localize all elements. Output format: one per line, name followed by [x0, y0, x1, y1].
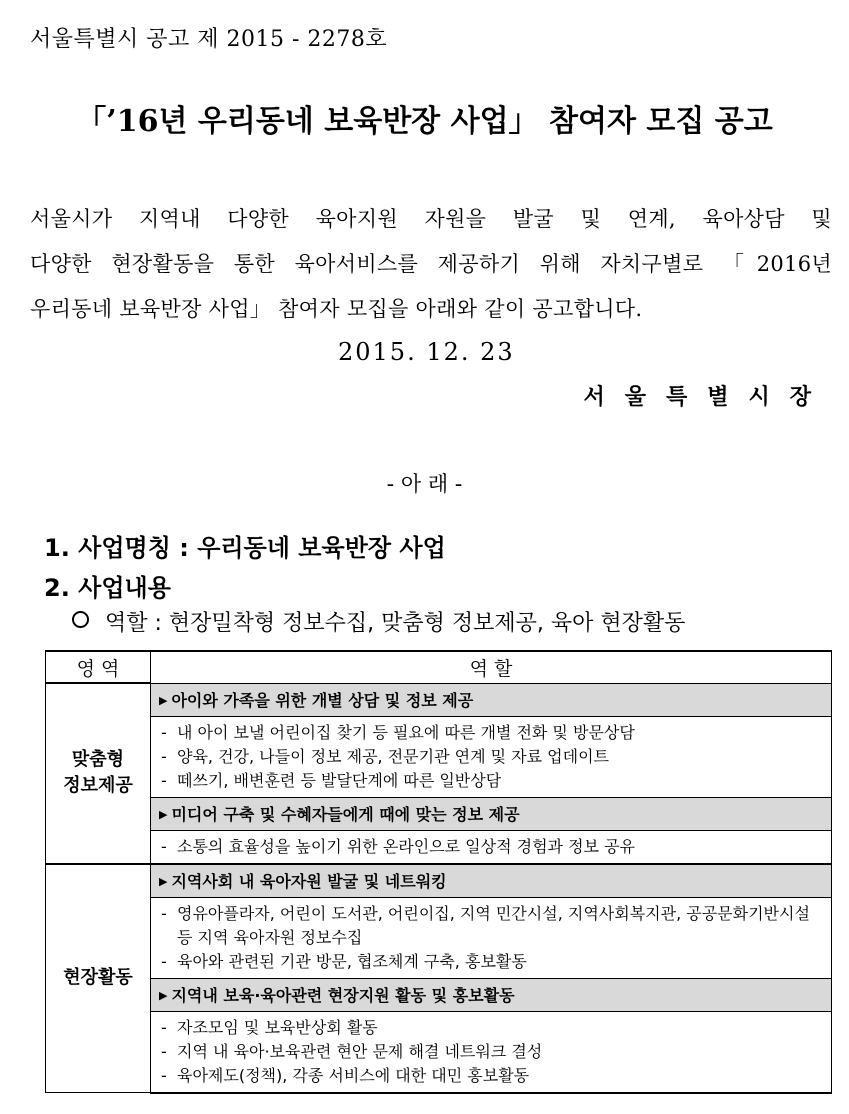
- table-row: [46, 897, 832, 978]
- table-row: [46, 864, 832, 898]
- list-item: - 육아와 관련된 기관 방문, 협조체계 구축, 홍보활동: [161, 950, 823, 974]
- intro-line-3: 우리동네 보육반장 사업」 참여자 모집을 아래와 같이 공고합니다.: [30, 297, 643, 321]
- table-header-row: [46, 651, 832, 683]
- notice-number: 서울특별시 공고 제 2015 - 2278호: [30, 27, 388, 52]
- area-label-line: 현장활동: [63, 967, 133, 989]
- subsection-heading: [151, 978, 832, 1011]
- role-summary: [72, 606, 685, 637]
- table-row: [46, 978, 832, 1011]
- list-item: - 양육, 건강, 나들이 정보 제공, 전문기관 연계 및 자료 업데이트: [161, 745, 823, 769]
- table-row: [46, 716, 832, 797]
- section-2-heading: 2. 사업내용: [44, 574, 171, 602]
- list-item: - 소통의 효율성을 높이기 위한 온라인으로 일상적 경험과 정보 공유: [161, 835, 823, 859]
- subsection-heading-text: 지역내 보육·육아관련 현장지원 활동 및 홍보활동: [171, 986, 515, 1005]
- list-item: - 육아제도(정책), 각종 서비스에 대한 대민 홍보활동: [161, 1064, 823, 1088]
- area-custom-info: [46, 683, 151, 864]
- triangle-bullet-icon: ▶: [159, 694, 168, 707]
- subsection-heading-text: 미디어 구축 및 수혜자들에게 때에 맞는 정보 제공: [171, 805, 520, 824]
- table-row: [46, 683, 832, 716]
- table-row: [46, 1011, 832, 1093]
- page-title: 「’16년 우리동네 보육반장 사업」 참여자 모집 공고: [76, 104, 773, 139]
- notice-date: 2015. 12. 23: [338, 338, 515, 366]
- issuer-name: 서울특별시장: [583, 384, 831, 410]
- header-area: 영 역: [46, 651, 151, 683]
- subsection-items: [151, 1011, 832, 1093]
- intro-line-1: 서울시가 지역내 다양한 육아지원 자원을 발굴 및 연계, 육아상담 및: [30, 207, 832, 231]
- triangle-bullet-icon: ▶: [159, 989, 168, 1002]
- list-item: - 내 아이 보낼 어린이집 찾기 등 필요에 따른 개별 전화 및 방문상담: [161, 721, 823, 745]
- area-field-activity: [46, 864, 151, 1093]
- area-label-line: 정보제공: [63, 775, 133, 797]
- list-item: - 떼쓰기, 배변훈련 등 발달단계에 따른 일반상담: [161, 769, 823, 793]
- intro-line-2: 다양한 현장활동을 통한 육아서비스를 제공하기 위해 자치구별로 「2016년: [30, 252, 832, 276]
- below-label: - 아 래 -: [386, 472, 463, 496]
- subsection-heading: [151, 797, 832, 830]
- subsection-heading-text: 아이와 가족을 위한 개별 상담 및 정보 제공: [171, 691, 474, 710]
- role-summary-text: 역할 : 현장밀착형 정보수집, 맞춤형 정보제공, 육아 현장활동: [105, 611, 686, 636]
- table-row: [46, 797, 832, 830]
- subsection-heading: [151, 864, 832, 898]
- list-item: - 지역 내 육아·보육관련 현안 문제 해결 네트워크 결성: [161, 1040, 823, 1064]
- roles-table: [45, 650, 832, 1094]
- triangle-bullet-icon: ▶: [159, 808, 168, 821]
- list-item: - 영유아플라자, 어린이 도서관, 어린이집, 지역 민간시설, 지역사회복지관, 공공문화기반시설 등 지역 육아자원 정보수집: [161, 902, 823, 950]
- circle-bullet-icon: [72, 611, 89, 628]
- triangle-bullet-icon: ▶: [159, 875, 168, 888]
- subsection-heading: [151, 683, 832, 716]
- table-row: [46, 830, 832, 864]
- header-role: 역 할: [151, 651, 832, 683]
- subsection-items: [151, 830, 832, 864]
- list-item: - 자조모임 및 보육반상회 활동: [161, 1016, 823, 1040]
- section-1-heading: 1. 사업명칭 : 우리동네 보육반장 사업: [44, 534, 446, 562]
- subsection-items: [151, 897, 832, 978]
- area-label-line: 맞춤형: [71, 749, 125, 771]
- subsection-heading-text: 지역사회 내 육아자원 발굴 및 네트워킹: [171, 872, 447, 891]
- subsection-items: [151, 716, 832, 797]
